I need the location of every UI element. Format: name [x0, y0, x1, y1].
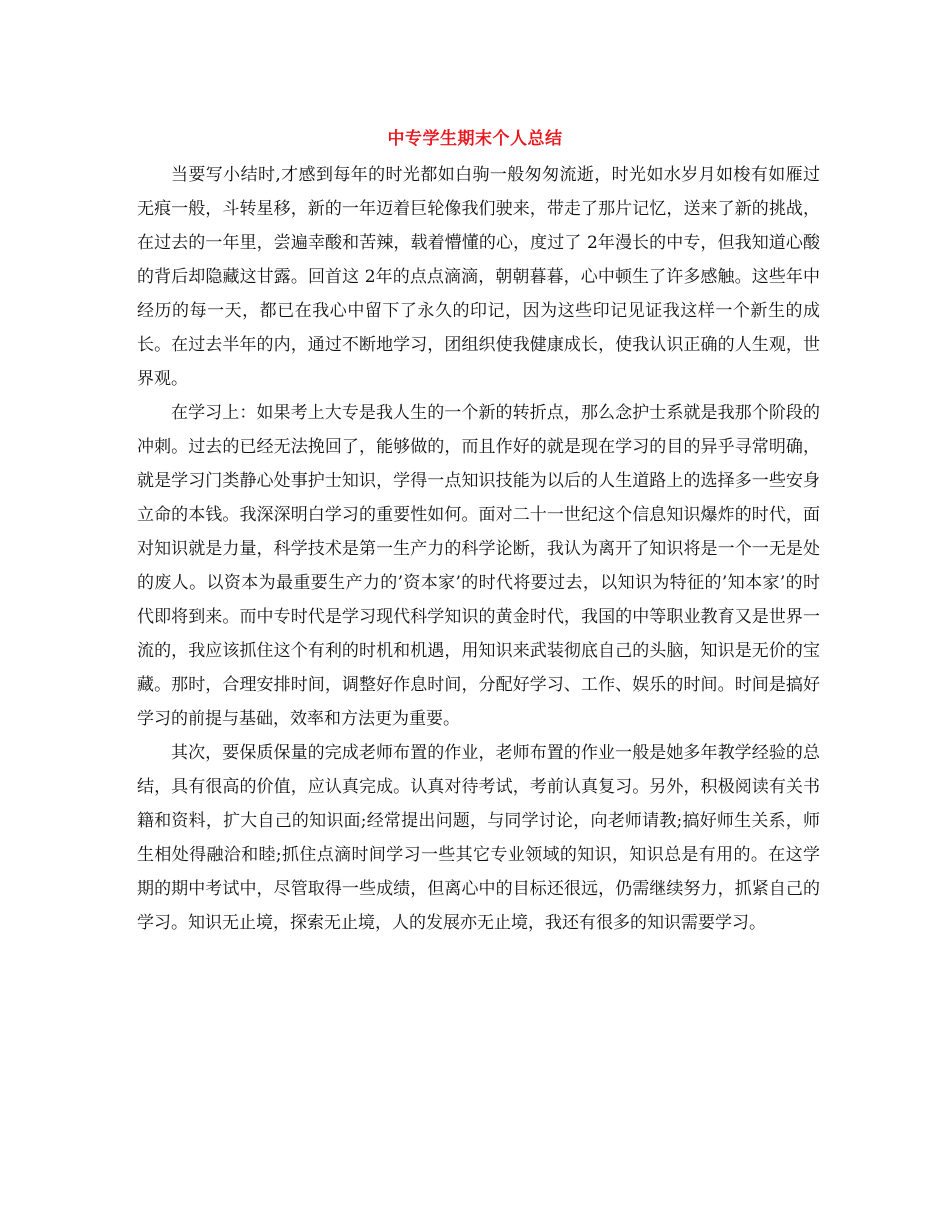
- document-title: 中专学生期末个人总结: [387, 129, 563, 149]
- paragraph-intro: 当要写小结时,才感到每年的时光都如白驹一般匆匆流逝，时光如水岁月如梭有如雁过无痕一般，斗转星移，新的一年迈着巨轮像我们驶来，带走了那片记忆，送来了新的挑战，在过去的一年里，尝遍幸酸和苦辣，载着懵懂的心，度过了 2年漫长的中专，但我知道心酸的背后却隐藏这甘露。回首这 2年的点点滴滴，朝朝暮暮，心中顿生了许多感触。这些年中经历的每一天，都已在我心中留下了永久的印记，因为这些印记见证我这样一个新生的成长。在过去半年的内，通过不断地学习，团组织使我健康成长，使我认识正确的人生观，世界观。: [137, 165, 820, 389]
- paragraph-study: 在学习上：如果考上大专是我人生的一个新的转折点，那么念护士系就是我那个阶段的冲刺。过去的已经无法挽回了，能够做的，而且作好的就是现在学习的目的异乎寻常明确，就是学习门类静心处事护士知识，学得一点知识技能为以后的人生道路上的选择多一些安身立命的本钱。我深深明白学习的重要性如何。面对二十一世纪这个信息知识爆炸的时代，面对知识就是力量，科学技术是第一生产力的科学论断，我认为离开了知识将是一个一无是处的废人。以资本为最重要生产力的’资本家’的时代将要过去，以知识为特征的’知本家’的时代即将到来。而中专时代是学习现代科学知识的黄金时代，我国的中等职业教育又是世界一流的，我应该抓住这个有利的时机和机遇，用知识来武装彻底自己的头脑，知识是无价的宝藏。那时，合理安排时间，调整好作息时间，分配好学习、工作、娱乐的时间。时间是搞好学习的前提与基础，效率和方法更为重要。: [137, 403, 820, 729]
- paragraph-homework: 其次，要保质保量的完成老师布置的作业，老师布置的作业一般是她多年教学经验的总结，具有很高的价值，应认真完成。认真对待考试，考前认真复习。另外，积极阅读有关书籍和资料，扩大自己的知识面;经常提出问题，与同学讨论，向老师请教;搞好师生关系，师生相处得融洽和睦;抓住点滴时间学习一些其它专业领域的知识，知识总是有用的。在这学期的期中考试中，尽管取得一些成绩，但离心中的目标还很远，仍需继续努力，抓紧自己的学习。知识无止境，探索无止境，人的发展亦无止境，我还有很多的知识需要学习。: [137, 743, 820, 933]
- document-body: [137, 158, 820, 940]
